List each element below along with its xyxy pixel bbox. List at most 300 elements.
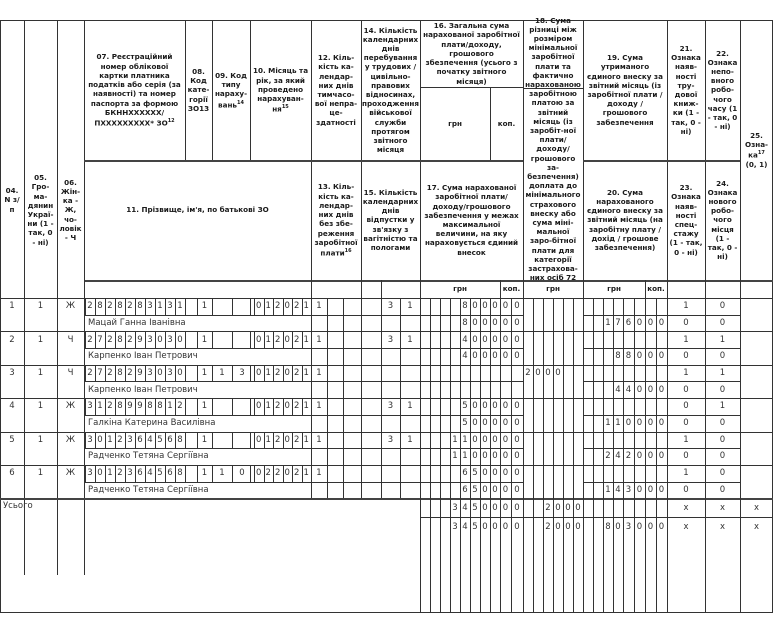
min-wage-diff-digit [573, 432, 583, 449]
total-accrued-digit: 5 [462, 401, 468, 412]
capped-accrued-digit: 0 [492, 317, 498, 328]
grid-line [361, 432, 362, 465]
total-accrued-digit [430, 365, 440, 382]
header-col-18-text: 18. Сума різниці між розміром мінімальної заробітної плати та фактично нарахованою заробітною платою за звітний місяць (із заробіт-ної плати/ доходу/ грошового за-безпечення) доплата до мінімального страхового внеску або сума міні-мальної заро-бітної плати для категорії застрахова-них осіб 72 [525, 15, 581, 283]
tax-id-digit: 6 [167, 434, 173, 445]
tax-id-digit: 3 [167, 368, 173, 379]
total-accrued-digit [420, 432, 430, 449]
totals-not-applicable-mark: x [719, 502, 726, 513]
grid-line [361, 280, 362, 298]
period-digit: 1 [303, 334, 309, 345]
grid-line [645, 280, 646, 298]
subheader-col-18-grn-text: грн [546, 284, 560, 294]
grid-line [740, 365, 741, 398]
capped-accrued-digit: 0 [472, 351, 478, 362]
min-wage-diff-digit [543, 398, 553, 415]
total-accrued-digit: 0 [492, 301, 498, 312]
tax-id-digit: 2 [117, 468, 123, 479]
period-digit: 2 [275, 334, 281, 345]
total-accrued-digit [460, 365, 470, 382]
total-accrued-digit [420, 465, 430, 482]
capped-accrued-digit [450, 482, 460, 499]
period-digit: 1 [303, 434, 309, 445]
grid-line [420, 365, 421, 398]
tax-id-digit: 0 [177, 334, 183, 345]
min-wage-diff-digit [553, 432, 563, 449]
totals-capped-accrued-digit: 0 [514, 521, 520, 532]
grid-line [361, 398, 362, 431]
total-accrued-digit [450, 398, 460, 415]
totals-capped-accrued-digit: 3 [452, 521, 458, 532]
totals-not-applicable-mark: x [683, 521, 689, 532]
header-col-16-grn [420, 87, 490, 160]
grid-line [603, 498, 604, 612]
accrued-contribution-digit: 0 [658, 317, 665, 328]
period-digit: 2 [275, 434, 281, 445]
capped-accrued-digit: 0 [472, 317, 478, 328]
capped-accrued-digit [430, 482, 440, 499]
capped-accrued-digit [420, 381, 430, 398]
capped-accrued-digit: 0 [514, 484, 520, 495]
capped-accrued-digit [450, 348, 460, 365]
header-col-07-footnote: 12 [167, 117, 175, 124]
tax-id-digit: 0 [157, 368, 163, 379]
capped-accrued-digit [500, 381, 511, 398]
tax-id-digit: 2 [177, 401, 183, 412]
grid-line [420, 298, 421, 331]
grid-line [327, 298, 328, 331]
totals-total-accrued-digit: 5 [472, 502, 478, 513]
maternity-days: 1 [407, 334, 413, 345]
employment-days: 3 [387, 401, 394, 412]
totals-capped-accrued-digit [440, 517, 450, 536]
capped-accrued-digit [450, 315, 460, 332]
totals-accrued-contribution-digit [583, 517, 593, 536]
tax-id-digit: 8 [117, 368, 123, 379]
header-col-08 [185, 20, 212, 160]
capped-accrued-digit: 0 [502, 451, 509, 462]
header-col-17 [420, 160, 523, 280]
header-col-22 [705, 20, 740, 160]
grid-line [84, 432, 85, 465]
min-wage-diff-digit [543, 432, 553, 449]
header-col-14-text: 14. Кількість календарних днів перебування у трудових / цивільно-правових відносинах, проходження військової служби протягом звітного місяця [362, 25, 420, 155]
totals-total-accrued-digit: 0 [502, 502, 509, 513]
grid-line [705, 432, 706, 465]
totals-min-wage-diff-digit: 0 [565, 521, 571, 532]
totals-accrued-contribution-digit: 8 [605, 521, 611, 532]
row-number: 3 [9, 368, 15, 379]
subheader-col-17-kop-text: коп. [502, 284, 521, 294]
grid-line [343, 432, 344, 465]
total-accrued-digit: 0 [502, 434, 509, 445]
header-col-10-text: 10. Місяць та рік, за який проведено нарахуван-ня [252, 66, 309, 114]
subheader-col-17-grn-text: грн [453, 284, 467, 294]
min-wage-diff-digit [543, 331, 553, 348]
total-accrued-digit [490, 365, 500, 382]
grid-line [327, 465, 328, 498]
grid-line [311, 280, 312, 298]
accrual-type-code [212, 298, 232, 315]
grid-line [705, 365, 706, 398]
tax-id-digit: 3 [167, 334, 173, 345]
new-workplace-flag: 0 [719, 484, 726, 495]
grid-line [361, 298, 362, 331]
grid-line [311, 398, 312, 431]
total-accrued-digit: 0 [472, 301, 478, 312]
min-wage-diff-digit [563, 331, 573, 348]
subheader-col-20-grn-text: грн [607, 284, 621, 294]
new-workplace-flag: 0 [719, 317, 726, 328]
capped-accrued-digit: 0 [502, 317, 509, 328]
min-wage-diff-digit [563, 298, 573, 315]
tax-id-digit: 9 [137, 368, 143, 379]
capped-accrued-digit: 0 [482, 351, 488, 362]
header-col-07 [84, 20, 185, 160]
grid-line [740, 298, 741, 331]
header-col-16 [420, 20, 523, 87]
total-accrued-digit: 0 [502, 401, 509, 412]
header-col-20 [583, 160, 667, 280]
period-digit: 1 [265, 368, 271, 379]
total-accrued-digit: 4 [462, 334, 468, 345]
employee-name: Галкіна Катерина Василівна [88, 417, 216, 428]
grid-line [185, 398, 186, 415]
grid-line [185, 331, 186, 348]
totals-min-wage-diff-digit: 0 [555, 502, 561, 513]
totals-total-accrued-digit: 4 [462, 502, 468, 513]
total-accrued-digit: 0 [492, 434, 498, 445]
capped-accrued-digit [450, 415, 460, 432]
capped-accrued-digit: 5 [462, 417, 468, 428]
min-wage-diff-digit [553, 398, 563, 415]
header-col-25-text: 25. Озна-ка [744, 130, 769, 160]
row-number: 1 [9, 301, 15, 312]
header-col-13 [311, 160, 361, 280]
category-code: 1 [201, 334, 208, 345]
sex-code: Ч [67, 368, 74, 379]
period-digit: 0 [284, 401, 290, 412]
totals-not-applicable-mark: x [719, 521, 726, 532]
totals-total-accrued-digit [440, 498, 450, 517]
totals-min-wage-diff-digit [533, 498, 543, 517]
grid-line [185, 432, 186, 449]
period-digit: 2 [294, 401, 300, 412]
employee-name: Радченко Тетяна Сергіївна [88, 451, 209, 462]
tax-id-digit: 3 [147, 334, 153, 345]
header-col-20-text: 20. Сума нарахованого єдиного внеску за звітний місяць (на заробітну плату / дохід / грошове забезпечення) [587, 187, 663, 252]
category-code: 1 [201, 434, 208, 445]
accrued-contribution-digit [593, 415, 603, 432]
totals-total-accrued-digit [430, 498, 440, 517]
subheader-col-20-kop-text: коп. [647, 284, 665, 294]
total-accrued-digit [450, 465, 460, 482]
total-accrued-digit: 6 [462, 468, 468, 479]
grid-line [0, 612, 773, 613]
header-col-06-text: 06. Жін-ка - Ж, чо-ловік - Ч [59, 177, 82, 242]
header-col-12-text: 12. Кіль-кість ка-лендар-них днів тимчасо-вої непра-це-здатності [314, 53, 358, 127]
accrued-contribution-digit: 0 [636, 417, 643, 428]
capped-accrued-digit [440, 348, 450, 365]
category-code: 1 [201, 301, 208, 312]
capped-accrued-digit [440, 381, 450, 398]
capped-accrued-digit [440, 482, 450, 499]
totals-min-wage-diff-digit [523, 517, 533, 536]
min-wage-diff-digit [543, 298, 553, 315]
totals-accrued-contribution-digit: 0 [647, 521, 654, 532]
grid-line [420, 398, 421, 431]
totals-total-accrued-digit: 0 [514, 502, 520, 513]
capped-accrued-digit [440, 415, 450, 432]
grid-line [343, 398, 344, 431]
grid-line [523, 298, 524, 331]
header-col-19-text: 19. Сума утриманого єдиного внеску за звітний місяць (із заробітної плати / доходу / грошового забезпечення [587, 53, 663, 127]
total-accrued-digit: 0 [502, 301, 509, 312]
grid-line [311, 432, 312, 465]
tax-id-digit: 8 [117, 401, 123, 412]
capped-accrued-digit: 0 [492, 351, 498, 362]
min-wage-diff-digit [523, 465, 533, 482]
period-digit: 2 [294, 334, 300, 345]
period-digit: 2 [275, 468, 281, 479]
min-wage-diff-digit: 0 [535, 368, 541, 379]
total-accrued-digit [420, 331, 430, 348]
period-digit: 1 [265, 301, 271, 312]
temp-disability-days: 1 [316, 334, 322, 345]
period-digit: 2 [265, 468, 271, 479]
tax-id-digit: 3 [147, 368, 153, 379]
sex-code: Ж [65, 301, 76, 312]
min-wage-diff-digit [523, 398, 533, 415]
capped-accrued-digit: 0 [514, 317, 520, 328]
tax-id-digit: 8 [137, 301, 143, 312]
accrual-type-code [212, 331, 232, 348]
min-wage-diff-digit: 2 [525, 368, 531, 379]
tax-id-digit: 5 [157, 468, 163, 479]
grid-line [523, 432, 524, 465]
tax-id-digit: 1 [107, 468, 113, 479]
grid-line [740, 465, 741, 498]
accrual-type-code: 1 [219, 468, 225, 479]
tax-id-digit: 3 [87, 434, 93, 445]
total-accrued-digit [470, 365, 480, 382]
tax-id-digit: 8 [117, 301, 123, 312]
capped-accrued-digit: 0 [482, 451, 488, 462]
grid-line [185, 298, 186, 315]
tax-id-digit: 3 [127, 434, 133, 445]
period-digit: 0 [284, 301, 290, 312]
citizen-flag: 1 [37, 368, 44, 379]
capped-accrued-digit: 1 [462, 451, 468, 462]
total-accrued-digit: 0 [472, 334, 478, 345]
subheader-col-20-grn [583, 280, 645, 298]
header-col-05 [24, 120, 57, 300]
tax-id-digit: 2 [127, 301, 133, 312]
citizen-flag: 1 [37, 334, 44, 345]
tax-id-digit: 0 [97, 468, 103, 479]
grid-line [327, 432, 328, 465]
totals-total-accrued-digit: 3 [452, 502, 458, 513]
totals-label: Усього [3, 501, 33, 512]
period-digit: 2 [275, 368, 281, 379]
grid-line [667, 280, 668, 298]
accrued-contribution-digit: 7 [615, 317, 621, 328]
grid-line [656, 498, 657, 612]
tax-id-digit: 3 [167, 301, 173, 312]
header-col-16-text: 16. Загальна сума нарахованої заробітної плати/доходу, грошового збезпечення (усього з початку звітного місяця) [423, 21, 520, 86]
sex-code: Ж [65, 434, 76, 445]
min-wage-diff-digit [523, 298, 533, 315]
grid-line [420, 465, 421, 498]
maternity-days: 1 [407, 434, 413, 445]
totals-min-wage-diff-digit: 0 [575, 502, 581, 513]
new-workplace-flag: 0 [719, 384, 726, 395]
grid-line [667, 298, 668, 331]
total-accrued-digit: 0 [482, 301, 488, 312]
accrued-contribution-digit: 4 [615, 451, 621, 462]
grid-line [420, 280, 421, 298]
header-col-19 [583, 20, 667, 160]
total-accrued-digit: 0 [514, 334, 520, 345]
total-accrued-digit: 0 [514, 434, 520, 445]
header-col-05-text: 05. Гро-ма-дянин Украї-ни (1 - так, 0 - ні) [27, 173, 54, 247]
temp-disability-days: 1 [316, 434, 322, 445]
tax-id-digit: 0 [177, 368, 183, 379]
tax-id-digit: 4 [147, 468, 153, 479]
totals-min-wage-diff-digit: 2 [545, 521, 551, 532]
period-digit: 0 [256, 368, 262, 379]
grid-line [84, 280, 85, 298]
totals-capped-accrued-digit: 0 [502, 521, 509, 532]
total-accrued-digit [500, 365, 511, 382]
tax-id-digit: 2 [87, 368, 93, 379]
grid-line [740, 398, 741, 431]
sex-code: Ж [65, 401, 76, 412]
tax-id-digit: 9 [127, 401, 133, 412]
capped-accrued-digit [430, 315, 440, 332]
accrual-type-code-2 [232, 398, 252, 415]
tax-id-digit: 2 [107, 368, 113, 379]
header-col-17-text: 17. Сума нарахованої заробітної плати/ доходу/грошового забезпечення у межах максимальної величини, на яку нараховується єдиний внесок [424, 183, 519, 257]
accrued-contribution-digit [593, 348, 603, 365]
grid-line [583, 331, 584, 364]
part-time-flag: 1 [719, 401, 726, 412]
row-number: 4 [9, 401, 15, 412]
min-wage-diff-digit [553, 331, 563, 348]
work-book-flag: 0 [683, 401, 689, 412]
period-digit: 1 [303, 468, 309, 479]
new-workplace-flag: 0 [719, 417, 726, 428]
header-col-23-text: 23. Ознака наяв-ності спец-стажу (1 - так, 0 - ні) [669, 183, 703, 257]
grid-line [311, 365, 312, 398]
capped-accrued-digit: 0 [492, 417, 498, 428]
grid-line [343, 298, 344, 331]
total-accrued-digit [450, 365, 460, 382]
totals-min-wage-diff-digit: 0 [575, 521, 581, 532]
row-number: 5 [9, 434, 15, 445]
tax-id-digit: 3 [87, 401, 93, 412]
accrued-contribution-digit: 8 [615, 351, 621, 362]
period-digit: 1 [303, 368, 309, 379]
min-wage-diff-digit [553, 298, 563, 315]
grid-line [705, 280, 706, 298]
capped-accrued-digit [450, 381, 460, 398]
tax-id-digit: 5 [157, 434, 163, 445]
total-accrued-digit: 8 [462, 301, 468, 312]
grid-line [523, 365, 524, 398]
accrued-contribution-digit [583, 448, 593, 465]
grid-line [583, 432, 584, 465]
maternity-days: 1 [407, 401, 413, 412]
grid-line [381, 280, 382, 298]
period-digit: 2 [275, 301, 281, 312]
tax-id-digit: 1 [97, 401, 103, 412]
work-book-flag: 1 [683, 434, 689, 445]
citizen-flag: 1 [37, 401, 44, 412]
total-accrued-digit [440, 398, 450, 415]
header-col-24-text: 24. Ознака нового робо-чого місця (1 - так, 0 - ні) [707, 178, 738, 262]
capped-accrued-digit [430, 381, 440, 398]
capped-accrued-digit [440, 315, 450, 332]
total-accrued-digit [440, 432, 450, 449]
capped-accrued-digit: 0 [482, 317, 488, 328]
tax-id-digit: 3 [127, 468, 133, 479]
accrued-contribution-digit: 0 [658, 384, 665, 395]
capped-accrued-digit [511, 381, 523, 398]
period-digit: 0 [256, 434, 262, 445]
totals-capped-accrued-digit: 0 [492, 521, 498, 532]
header-col-15 [361, 160, 420, 280]
header-col-06 [57, 120, 84, 300]
grid-line [185, 465, 186, 482]
total-accrued-digit [450, 298, 460, 315]
header-col-25 [740, 20, 773, 280]
grid-line [705, 398, 706, 431]
total-accrued-digit [420, 298, 430, 315]
accrued-contribution-digit [583, 348, 593, 365]
header-col-25-tail: (0, 1) [745, 159, 768, 169]
capped-accrued-digit [430, 448, 440, 465]
capped-accrued-digit: 0 [482, 484, 488, 495]
min-wage-diff-digit [533, 331, 543, 348]
accrued-contribution-digit: 0 [636, 484, 643, 495]
header-col-11 [84, 160, 311, 260]
totals-accrued-contribution-digit [593, 517, 603, 536]
tax-id-digit: 7 [97, 334, 103, 345]
total-accrued-digit: 1 [462, 434, 468, 445]
capped-accrued-digit: 5 [472, 484, 478, 495]
grid-line [420, 331, 421, 364]
totals-total-accrued-digit: 0 [482, 502, 488, 513]
total-accrued-digit [420, 365, 430, 382]
grid-line [311, 331, 312, 364]
work-book-flag: 1 [683, 468, 689, 479]
totals-capped-accrued-digit: 4 [462, 521, 468, 532]
period-digit: 2 [294, 434, 300, 445]
grid-line [523, 331, 524, 364]
employee-name: Мацай Ганна Іванівна [88, 317, 186, 328]
grid-line [185, 365, 186, 382]
header-col-10 [250, 20, 311, 160]
totals-min-wage-diff-digit: 0 [555, 521, 561, 532]
total-accrued-digit: 0 [482, 401, 488, 412]
header-col-15-text: 15. Кількість календарних днів відпустки у зв'язку з вагітністю та пологами [362, 187, 419, 252]
tax-id-digit: 1 [177, 301, 183, 312]
accrued-contribution-digit: 0 [636, 451, 643, 462]
period-digit: 2 [294, 301, 300, 312]
accrual-type-code-2 [232, 432, 252, 449]
header-col-25-footnote: 17 [757, 150, 765, 157]
